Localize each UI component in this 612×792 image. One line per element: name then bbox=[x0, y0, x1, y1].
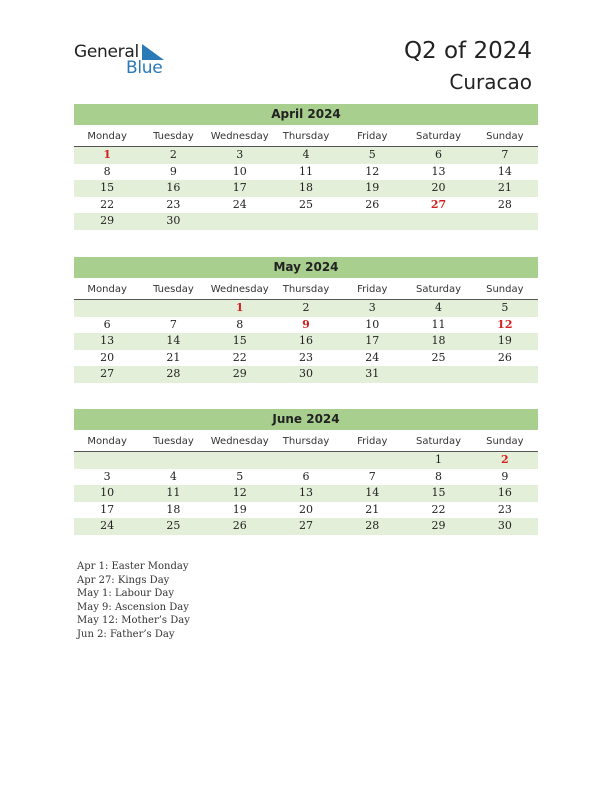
week-row bbox=[74, 452, 538, 469]
day-cell: 18 bbox=[431, 334, 446, 347]
holiday-note: May 1: Labour Day bbox=[77, 588, 174, 599]
day-cell: 21 bbox=[365, 502, 380, 516]
weekday-label: Monday bbox=[87, 436, 127, 447]
day-cell bbox=[472, 366, 538, 383]
day-cell: 2 bbox=[302, 301, 310, 314]
day-cell: 9 bbox=[169, 164, 177, 178]
day-cell: 8 bbox=[236, 317, 244, 331]
month-title: June 2024 bbox=[74, 409, 538, 430]
day-cell: 26 bbox=[232, 519, 247, 532]
day-cell: 18 bbox=[166, 502, 181, 516]
weekday-label: Thursday bbox=[282, 284, 330, 295]
weekday-label: Monday bbox=[87, 131, 127, 142]
day-cell: 16 bbox=[298, 334, 313, 347]
day-cell: 25 bbox=[431, 350, 446, 364]
weekday-label: Thursday bbox=[282, 131, 330, 142]
day-cell: 2 bbox=[501, 453, 509, 466]
day-cell: 27 bbox=[298, 519, 313, 532]
month-calendar bbox=[74, 104, 538, 230]
day-cell: 1 bbox=[435, 453, 443, 466]
month-title: April 2024 bbox=[74, 104, 538, 125]
day-cell: 20 bbox=[431, 181, 446, 194]
page-title: Q2 of 2024 bbox=[403, 38, 532, 64]
weekday-label: Wednesday bbox=[210, 436, 269, 447]
day-cell: 3 bbox=[368, 301, 376, 314]
day-cell: 6 bbox=[302, 469, 310, 483]
weekday-label: Friday bbox=[357, 436, 388, 447]
week-row bbox=[74, 469, 538, 486]
day-cell bbox=[74, 300, 140, 317]
day-cell: 29 bbox=[232, 367, 247, 380]
day-cell: 15 bbox=[100, 181, 115, 194]
month-calendar bbox=[74, 257, 538, 383]
day-cell: 7 bbox=[169, 317, 177, 331]
day-cell: 21 bbox=[497, 181, 512, 194]
week-row bbox=[74, 300, 538, 317]
weekday-label: Tuesday bbox=[153, 131, 194, 142]
day-cell bbox=[472, 213, 538, 230]
week-row bbox=[74, 485, 538, 502]
holiday-note: May 9: Ascension Day bbox=[77, 601, 189, 613]
holiday-note: Jun 2: Father’s Day bbox=[77, 628, 175, 640]
week-row bbox=[74, 180, 538, 197]
weekday-label: Sunday bbox=[486, 436, 524, 447]
holiday-note: Apr 27: Kings Day bbox=[77, 574, 170, 586]
day-cell: 14 bbox=[497, 164, 512, 178]
day-cell: 5 bbox=[236, 469, 244, 483]
day-cell bbox=[74, 452, 140, 469]
day-cell: 13 bbox=[431, 164, 446, 178]
day-cell bbox=[273, 452, 339, 469]
day-cell bbox=[273, 213, 339, 230]
weekday-label: Wednesday bbox=[210, 131, 269, 142]
day-cell: 31 bbox=[365, 367, 380, 380]
day-cell: 22 bbox=[100, 197, 115, 211]
week-row bbox=[74, 366, 538, 383]
week-row bbox=[74, 333, 538, 350]
day-cell: 8 bbox=[435, 469, 443, 483]
day-cell: 28 bbox=[497, 197, 512, 211]
weekday-label: Sunday bbox=[486, 131, 524, 142]
day-cell bbox=[207, 213, 273, 230]
day-cell bbox=[140, 300, 206, 317]
weekday-label: Friday bbox=[357, 284, 388, 295]
day-cell: 26 bbox=[365, 197, 380, 211]
month-calendar bbox=[74, 409, 538, 535]
day-cell: 18 bbox=[298, 181, 313, 194]
day-cell bbox=[140, 452, 206, 469]
logo-blue-text: Blue bbox=[126, 58, 163, 78]
day-cell: 8 bbox=[103, 164, 111, 178]
day-cell: 17 bbox=[232, 181, 247, 194]
day-cell: 5 bbox=[368, 148, 376, 161]
weekday-label: Saturday bbox=[416, 436, 462, 447]
day-cell: 28 bbox=[166, 367, 181, 380]
day-cell: 20 bbox=[100, 350, 115, 364]
day-cell: 23 bbox=[298, 350, 313, 364]
day-cell: 14 bbox=[365, 486, 380, 499]
day-cell: 19 bbox=[365, 181, 380, 194]
day-cell: 13 bbox=[298, 486, 313, 499]
weekday-label: Saturday bbox=[416, 131, 462, 142]
day-cell: 19 bbox=[232, 502, 247, 516]
weekday-label: Wednesday bbox=[210, 284, 269, 295]
day-cell: 12 bbox=[232, 486, 247, 499]
week-row bbox=[74, 502, 538, 519]
weekday-label: Tuesday bbox=[153, 436, 194, 447]
day-cell: 25 bbox=[166, 519, 181, 532]
weekday-label: Thursday bbox=[282, 436, 330, 447]
day-cell: 20 bbox=[298, 502, 313, 516]
day-cell: 5 bbox=[501, 301, 509, 314]
weekday-label: Friday bbox=[357, 131, 388, 142]
day-cell: 19 bbox=[497, 334, 512, 347]
day-cell bbox=[405, 366, 471, 383]
day-cell: 1 bbox=[235, 301, 244, 314]
week-row bbox=[74, 350, 538, 367]
holiday-note: Apr 1: Easter Monday bbox=[77, 561, 189, 572]
day-cell: 22 bbox=[232, 350, 247, 364]
day-cell bbox=[339, 452, 405, 469]
day-cell: 11 bbox=[431, 317, 446, 331]
day-cell: 27 bbox=[430, 197, 447, 211]
weekday-label: Saturday bbox=[416, 284, 462, 295]
day-cell: 28 bbox=[365, 519, 380, 532]
day-cell bbox=[405, 213, 471, 230]
week-row bbox=[74, 213, 538, 230]
day-cell: 17 bbox=[365, 334, 380, 347]
day-cell bbox=[207, 452, 273, 469]
day-cell: 7 bbox=[368, 469, 376, 483]
day-cell: 12 bbox=[497, 317, 513, 331]
day-cell: 13 bbox=[100, 334, 115, 347]
day-cell: 3 bbox=[103, 469, 111, 483]
day-cell: 4 bbox=[435, 301, 443, 314]
week-row bbox=[74, 197, 538, 214]
generalblue-logo bbox=[74, 42, 174, 78]
day-cell: 16 bbox=[166, 181, 181, 194]
week-row bbox=[74, 147, 538, 164]
day-cell: 26 bbox=[497, 350, 512, 364]
day-cell: 9 bbox=[302, 317, 310, 331]
day-cell: 17 bbox=[100, 502, 115, 516]
day-cell: 22 bbox=[431, 502, 446, 516]
weekday-header-row bbox=[74, 281, 538, 300]
week-row bbox=[74, 317, 538, 334]
day-cell: 29 bbox=[431, 519, 446, 532]
day-cell: 3 bbox=[236, 148, 244, 161]
day-cell: 9 bbox=[501, 469, 509, 483]
day-cell: 11 bbox=[298, 164, 313, 178]
day-cell: 10 bbox=[232, 164, 247, 178]
holiday-notes bbox=[77, 560, 190, 641]
weekday-header-row bbox=[74, 128, 538, 147]
weekday-label: Tuesday bbox=[153, 284, 194, 295]
day-cell: 24 bbox=[365, 350, 380, 364]
day-cell: 25 bbox=[298, 197, 313, 211]
day-cell: 30 bbox=[497, 519, 512, 532]
day-cell: 15 bbox=[431, 486, 446, 499]
weekday-label: Sunday bbox=[486, 284, 524, 295]
month-title: May 2024 bbox=[74, 257, 538, 278]
week-row bbox=[74, 164, 538, 181]
day-cell: 30 bbox=[166, 214, 181, 227]
day-cell: 29 bbox=[100, 214, 115, 227]
day-cell: 2 bbox=[169, 148, 177, 161]
day-cell: 7 bbox=[501, 148, 509, 161]
day-cell: 1 bbox=[103, 148, 111, 161]
day-cell: 27 bbox=[100, 367, 115, 380]
day-cell: 11 bbox=[166, 486, 181, 499]
day-cell: 15 bbox=[232, 334, 247, 347]
page-subtitle: Curacao bbox=[449, 70, 532, 94]
day-cell: 16 bbox=[497, 486, 512, 499]
day-cell: 12 bbox=[365, 164, 380, 178]
day-cell bbox=[339, 213, 405, 230]
holiday-note: May 12: Mother’s Day bbox=[77, 615, 190, 626]
day-cell: 23 bbox=[497, 502, 512, 516]
day-cell: 6 bbox=[435, 148, 443, 161]
day-cell: 10 bbox=[100, 486, 115, 499]
day-cell: 10 bbox=[365, 317, 380, 331]
weekday-label: Monday bbox=[87, 284, 127, 295]
day-cell: 6 bbox=[103, 317, 111, 331]
day-cell: 4 bbox=[169, 469, 177, 483]
day-cell: 24 bbox=[232, 197, 247, 211]
week-row bbox=[74, 518, 538, 535]
weekday-header-row bbox=[74, 433, 538, 452]
day-cell: 21 bbox=[166, 350, 181, 364]
day-cell: 4 bbox=[302, 148, 310, 161]
logo-general-text: General bbox=[74, 42, 139, 62]
day-cell: 30 bbox=[298, 367, 313, 380]
day-cell: 23 bbox=[166, 197, 181, 211]
day-cell: 14 bbox=[166, 334, 181, 347]
day-cell: 24 bbox=[100, 519, 115, 532]
